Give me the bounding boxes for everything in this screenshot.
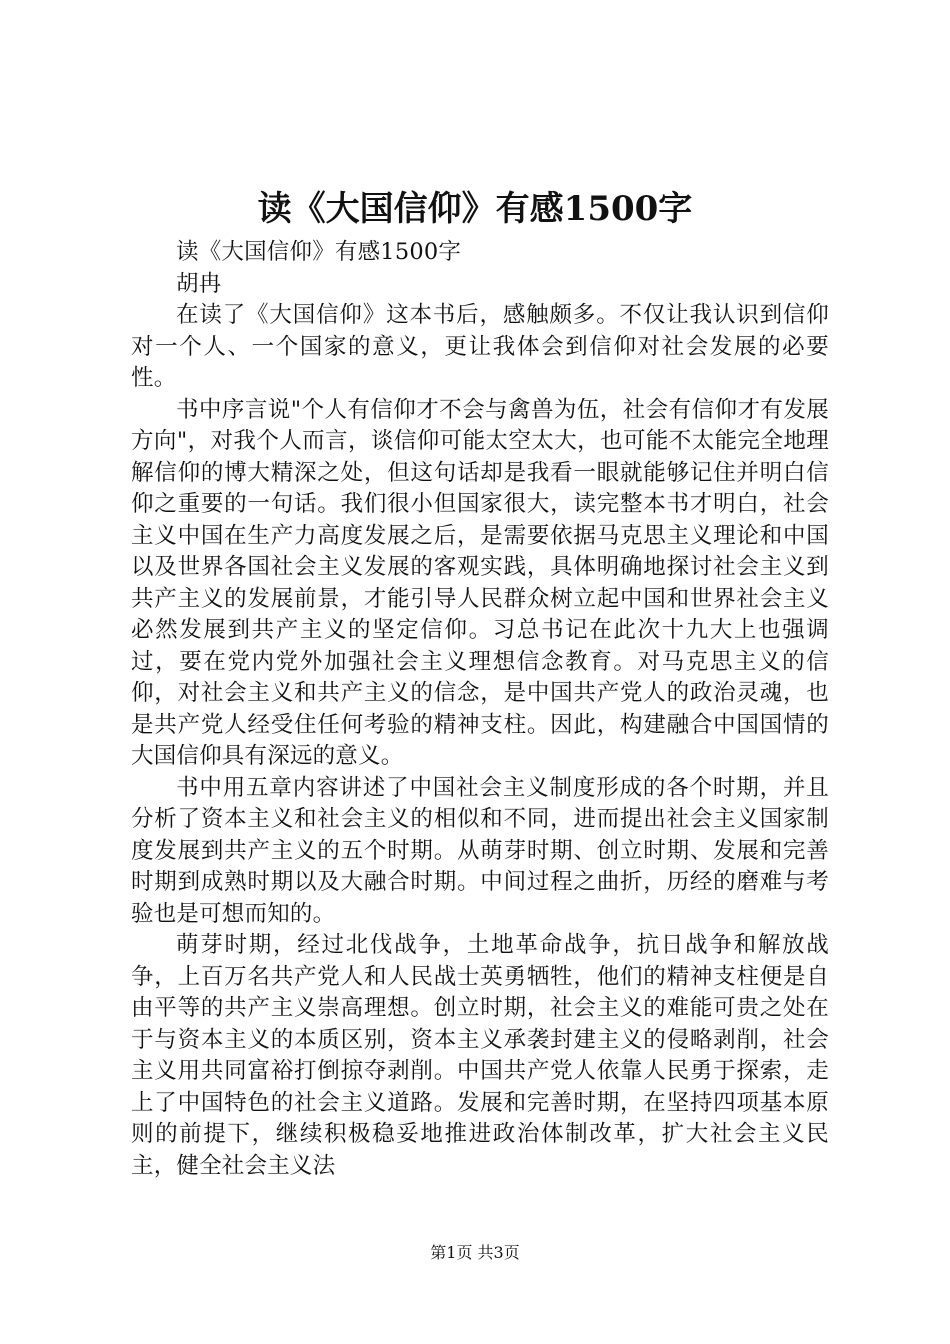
document-body: [131, 237, 829, 1182]
paragraph-3: 书中用五章内容讲述了中国社会主义制度形成的各个时期，并且分析了资本主义和社会主义的相似和不同，进而提出社会主义国家制度发展到共产主义的五个时期。从萌芽时期、创立时期、发展和完善时期到成熟时期以及大融合时期。中间过程之曲折，历经的磨难与考验也是可想而知的。: [131, 774, 829, 927]
author-line: 胡冉: [176, 270, 222, 297]
paragraph-4: 萌芽时期，经过北伐战争，土地革命战争，抗日战争和解放战争，上百万名共产党人和人民战士英勇牺牲，他们的精神支柱便是自由平等的共产主义崇高理想。创立时期，社会主义的难能可贵之处在于与资本主义的本质区别，资本主义承袭封建主义的侵略剥削，社会主义用共同富裕打倒掠夺剥削。中国共产党人依靠人民勇于探索，走上了中国特色的社会主义道路。发展和完善时期，在坚持四项基本原则的前提下，继续积极稳妥地推进政治体制改革，扩大社会主义民主，健全社会主义法: [131, 932, 829, 1179]
document-title: 读《大国信仰》有感1500字: [257, 189, 693, 229]
page-footer: 第1页 共3页: [430, 1243, 520, 1262]
paragraph-1: 在读了《大国信仰》这本书后，感触颇多。不仅让我认识到信仰对一个人、一个国家的意义，更让我体会到信仰对社会发展的必要性。: [131, 302, 829, 391]
subtitle-line: 读《大国信仰》有感1500字: [176, 239, 462, 265]
paragraph-2: 书中序言说"个人有信仰才不会与禽兽为伍，社会有信仰才有发展方向"，对我个人而言，谈信仰可能太空太大，也可能不太能完全地理解信仰的博大精深之处，但这句话却是我看一眼就能够记住并明白信仰之重要的一句话。我们很小但国家很大，读完整本书才明白，社会主义中国在生产力高度发展之后，是需要依据马克思主义理论和中国以及世界各国社会主义发展的客观实践，具体明确地探讨社会主义到共产主义的发展前景，才能引导人民群众树立起中国和世界社会主义必然发展到共产主义的坚定信仰。习总书记在此次十九大上也强调过，要在党内党外加强社会主义理想信念教育。对马克思主义的信仰，对社会主义和共产主义的信念，是中国共产党人的政治灵魂，也是共产党人经受住任何考验的精神支柱。因此，构建融合中国国情的大国信仰具有深远的意义。: [131, 396, 829, 769]
